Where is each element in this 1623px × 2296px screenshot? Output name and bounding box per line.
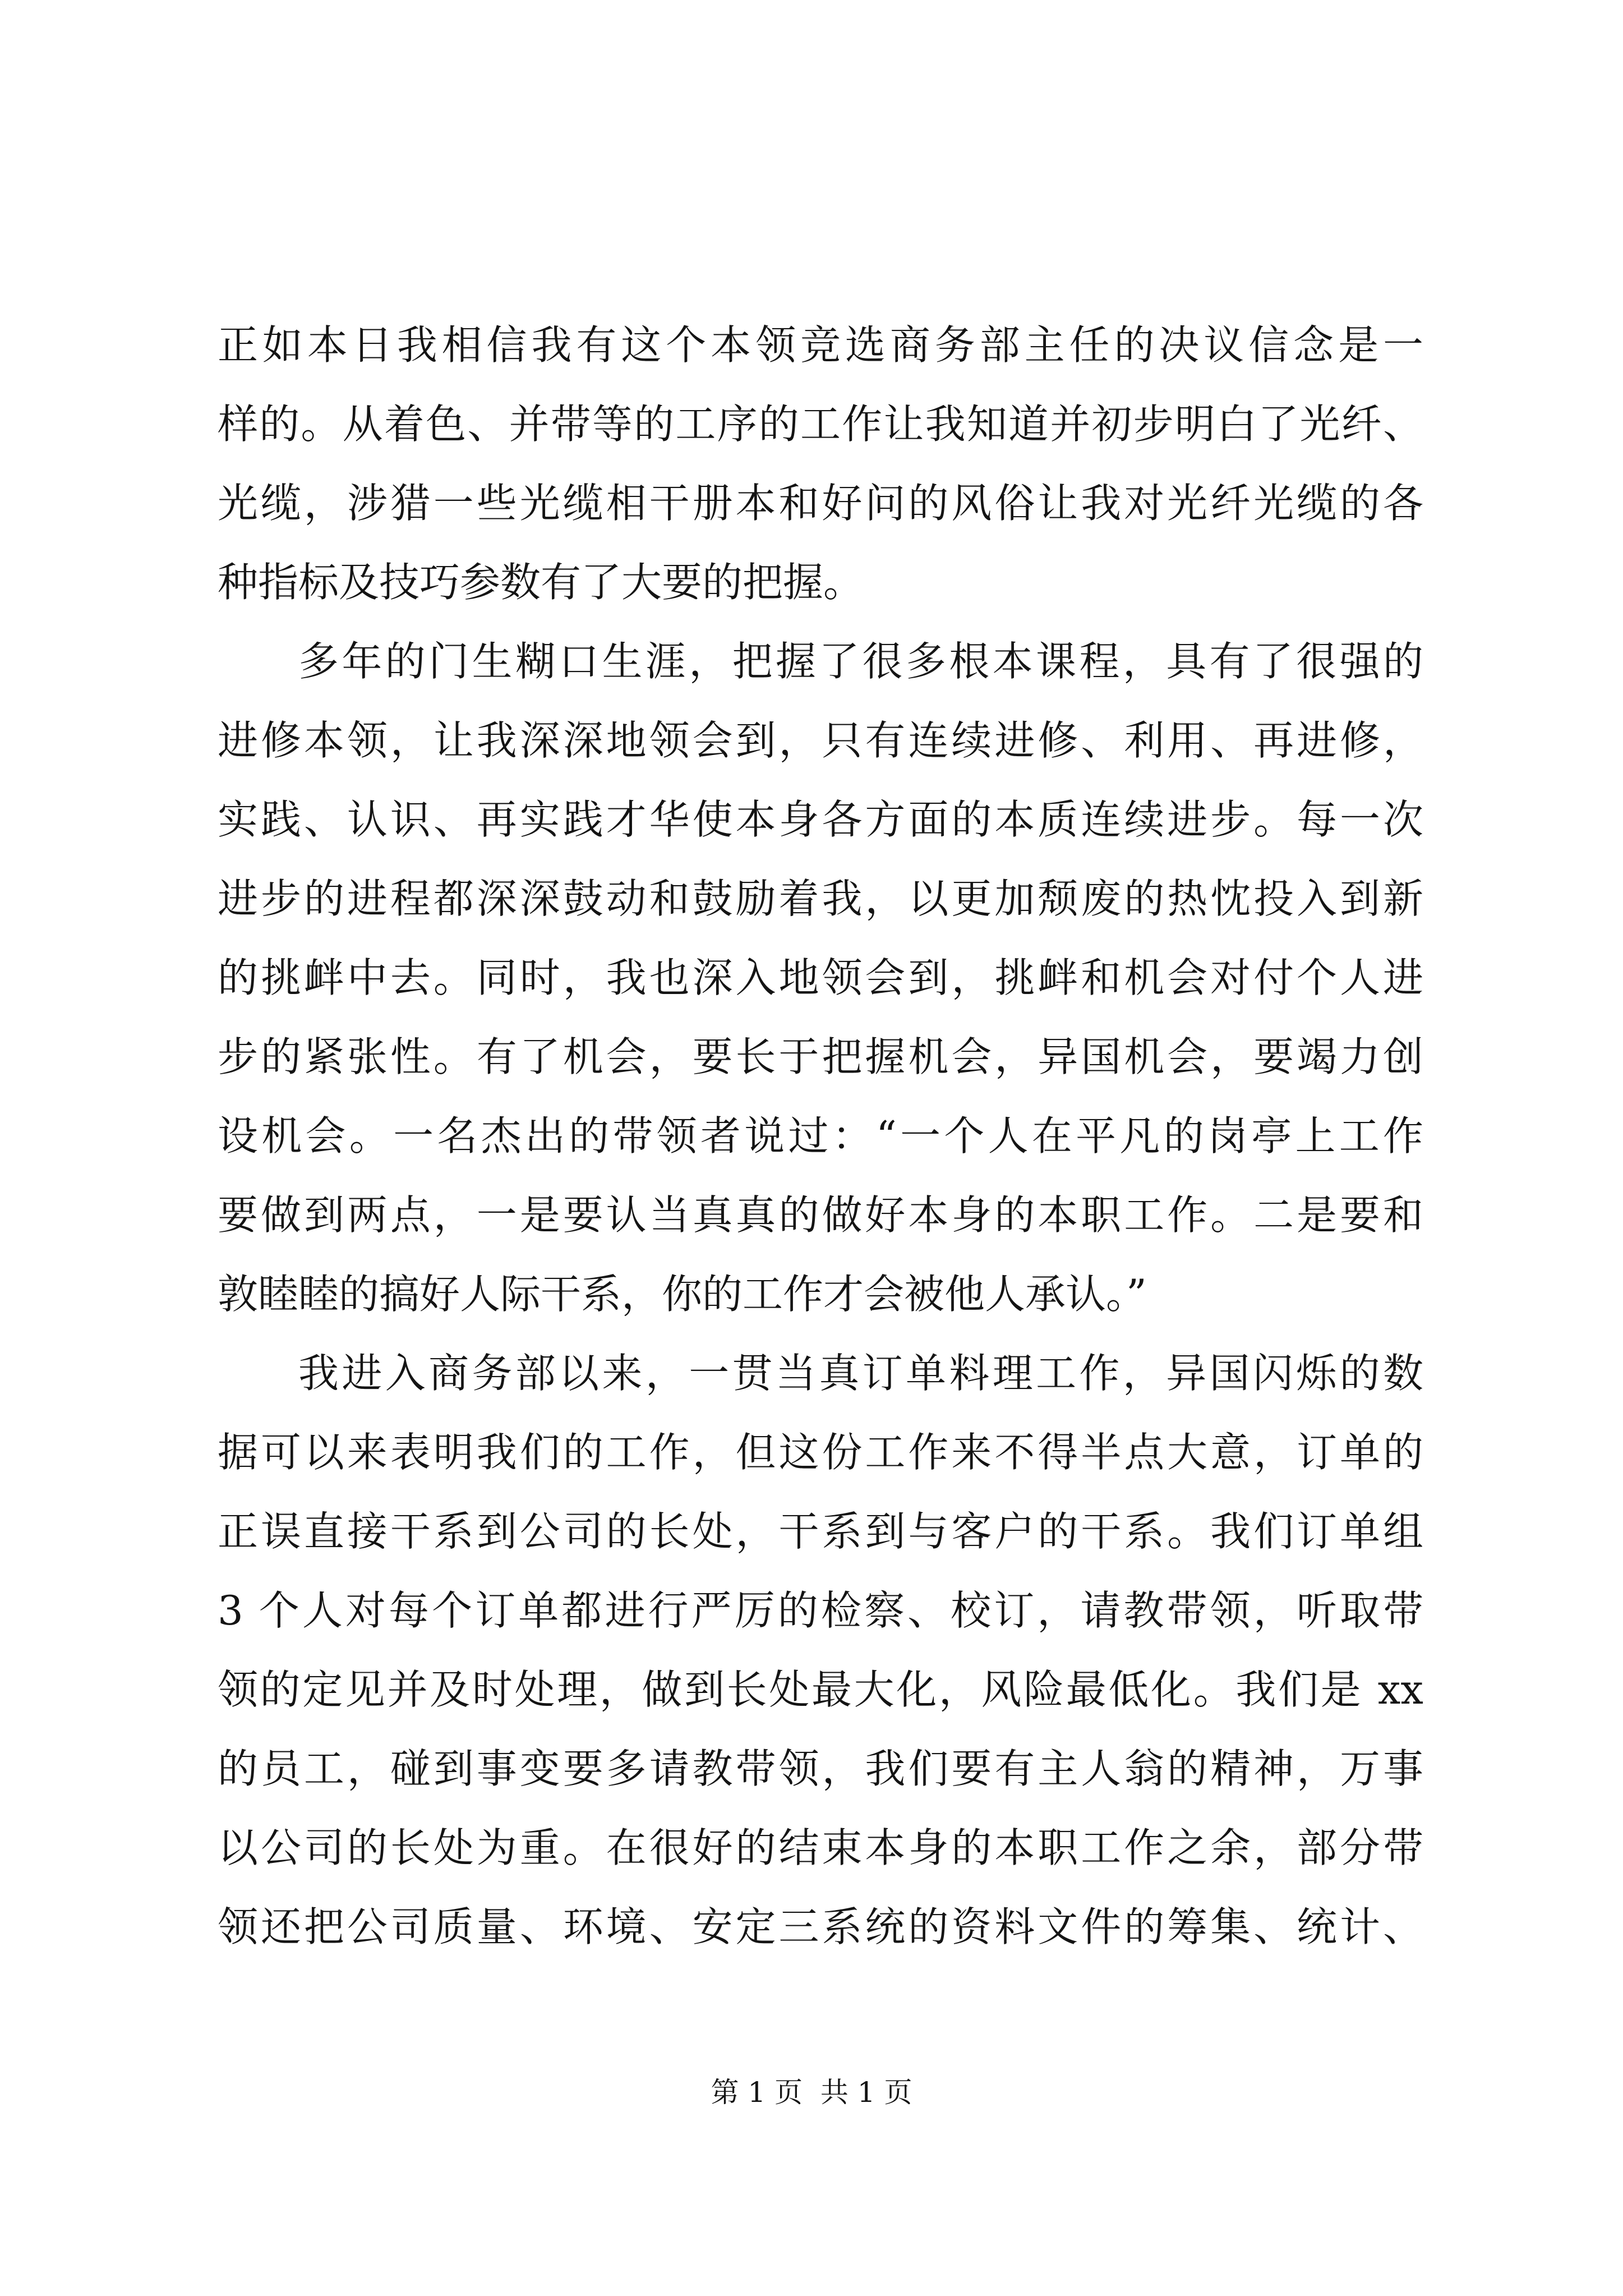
text-line: 领的定见并及时处理，做到长处最大化，风险最低化。我们是 xx <box>218 1666 1423 1713</box>
text-line: 进步的进程都深深鼓动和鼓励着我，以更加颓废的热忱投入到新 <box>218 875 1423 922</box>
text-line: 的员工，碰到事变要多请教带领，我们要有主人翁的精神，万事 <box>218 1745 1423 1792</box>
text-line: 据可以来表明我们的工作，但这份工作来不得半点大意，订单的 <box>218 1429 1423 1476</box>
text-line: 领还把公司质量、环境、安定三系统的资料文件的筹集、统计、 <box>218 1903 1423 1950</box>
text-line: 正如本日我相信我有这个本领竞选商务部主任的决议信念是一 <box>218 321 1423 369</box>
text-line: 实践、认识、再实践才华使本身各方面的本质连续进步。每一次 <box>218 796 1423 843</box>
text-line: 光缆，涉猎一些光缆相干册本和好问的风俗让我对光纤光缆的各 <box>218 480 1423 527</box>
text-line: 步的紧张性。有了机会，要长于把握机会，异国机会，要竭力创 <box>218 1033 1423 1080</box>
text-line: 正误直接干系到公司的长处，干系到与客户的干系。我们订单组 <box>218 1508 1423 1555</box>
text-line: 样的。从着色、并带等的工序的工作让我知道并初步明白了光纤、 <box>218 401 1423 448</box>
text-line: 敦睦睦的搞好人际干系，你的工作才会被他人承认。” <box>218 1271 1147 1318</box>
text-line: 种指标及技巧参数有了大要的把握。 <box>218 559 864 606</box>
text-line: 我进入商务部以来，一贯当真订单料理工作，异国闪烁的数 <box>298 1350 1423 1397</box>
text-line: 多年的门生糊口生涯，把握了很多根本课程，具有了很强的 <box>298 638 1423 685</box>
text-line: 3 个人对每个订单都进行严厉的检察、校订，请教带领，听取带 <box>218 1587 1423 1634</box>
document-body <box>218 306 1423 1967</box>
text-line: 进修本领，让我深深地领会到，只有连续进修、利用、再进修， <box>218 717 1423 764</box>
text-line: 以公司的长处为重。在很好的结束本身的本职工作之余，部分带 <box>218 1824 1423 1871</box>
text-line: 的挑衅中去。同时，我也深入地领会到，挑衅和机会对付个人进 <box>218 954 1423 1001</box>
page-footer: 第 1 页 共 1 页 <box>711 2076 912 2109</box>
text-line: 要做到两点，一是要认当真真的做好本身的本职工作。二是要和 <box>218 1191 1423 1239</box>
text-line: 设机会。一名杰出的带领者说过：“一个人在平凡的岗亭上工作 <box>218 1112 1423 1159</box>
